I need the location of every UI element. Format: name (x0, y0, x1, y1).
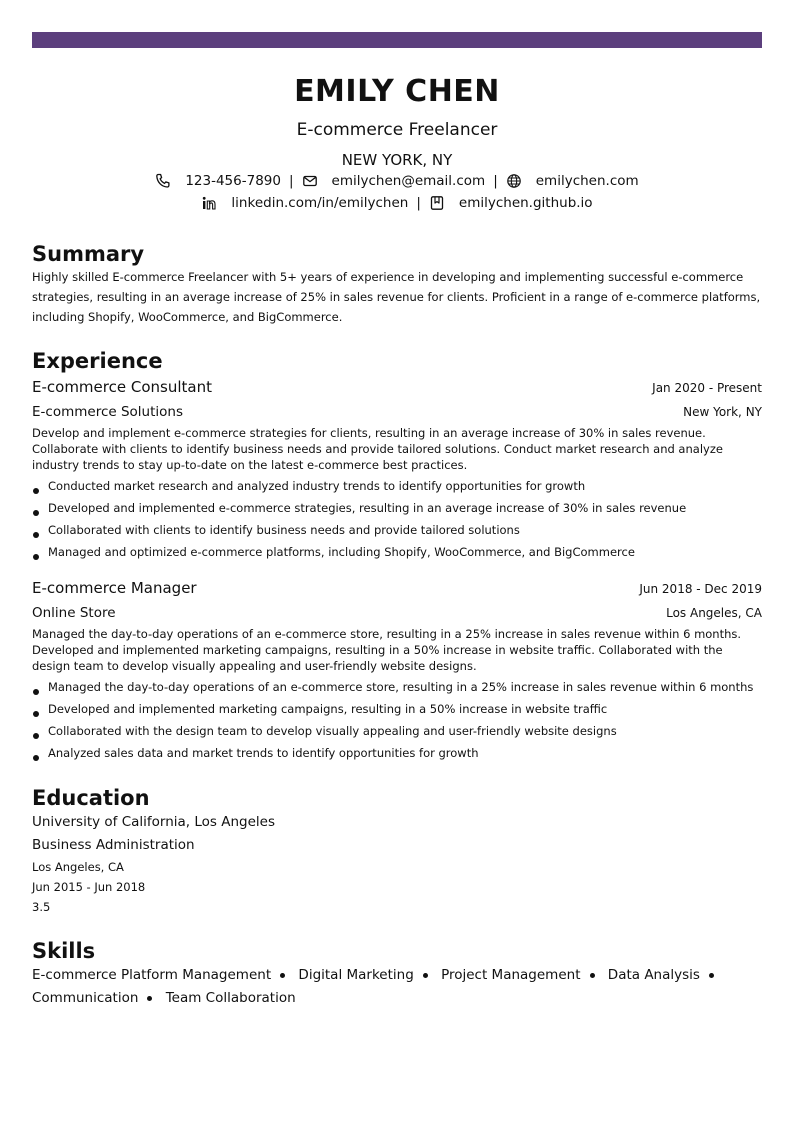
job-bullets (32, 475, 762, 563)
skill-item: Data Analysis (607, 967, 700, 983)
bookmark-icon (429, 195, 445, 211)
bullet-dot (709, 973, 714, 978)
email-link[interactable]: emilychen@email.com (331, 173, 486, 189)
job-bullets (32, 676, 762, 764)
candidate-role: E-commerce Freelancer (296, 120, 498, 140)
contact-separator: | (416, 195, 421, 211)
job-header (32, 376, 762, 398)
job-subheader (32, 401, 762, 423)
bullet-dot (147, 996, 152, 1001)
job-location: Los Angeles, CA (666, 606, 762, 620)
list-item: Developed and implemented marketing campaigns, resulting in a 50% increase in website traffic (32, 698, 762, 720)
job-description: Develop and implement e-commerce strategies for clients, resulting in an average increase of 30% in sales revenue. Collaborate with clients to identify business needs and provide tailored solutions. Conduct market research and analyze industry trends to stay up-to-date on the latest e-commerce best practices. (32, 426, 723, 472)
contact-separator: | (493, 173, 498, 189)
education-school: University of California, Los Angeles (32, 814, 276, 830)
contact-separator: | (288, 173, 294, 189)
job-entry (32, 577, 762, 764)
job-company: Online Store (32, 605, 116, 621)
experience-section (32, 348, 762, 764)
list-item: Collaborated with the design team to develop visually appealing and user-friendly website designs (32, 720, 762, 742)
education-degree: Business Administration (32, 837, 195, 853)
phone-link[interactable]: 123-456-7890 (185, 173, 281, 189)
skill-item: Digital Marketing (298, 967, 414, 983)
linkedin-icon (201, 195, 217, 211)
section-title: Skills (32, 939, 96, 963)
bullet-dot (590, 973, 595, 978)
section-title: Summary (32, 242, 145, 266)
resume-header (32, 72, 762, 214)
contact-row-2 (32, 192, 762, 214)
skills-list (32, 964, 762, 1010)
education-gpa: 3.5 (32, 900, 51, 914)
list-item: Collaborated with clients to identify business needs and provide tailored solutions (32, 519, 762, 541)
job-company: E-commerce Solutions (32, 404, 183, 420)
portfolio-link[interactable]: emilychen.github.io (458, 195, 593, 211)
bullet-dot (280, 973, 285, 978)
section-title: Experience (32, 349, 163, 373)
globe-icon (506, 173, 522, 189)
summary-section (32, 241, 762, 327)
section-title: Education (32, 786, 150, 810)
list-item: Analyzed sales data and market trends to identify opportunities for growth (32, 742, 762, 764)
education-dates: Jun 2015 - Jun 2018 (32, 880, 146, 894)
job-subheader (32, 602, 762, 624)
list-item: Managed and optimized e-commerce platforms, including Shopify, WooCommerce, and BigCommerce (32, 541, 762, 563)
candidate-name: EMILY CHEN (294, 74, 500, 109)
list-item: Managed the day-to-day operations of an e-commerce store, resulting in a 25% increase in sales revenue within 6 months (32, 676, 762, 698)
list-item: Conducted market research and analyzed industry trends to identify opportunities for growth (32, 475, 762, 497)
summary-text: Highly skilled E-commerce Freelancer with 5+ years of experience in developing and implementing successful e-commerce strategies, resulting in an average increase of 25% in sales revenue for clients. Proficient in a range of e-commerce platforms, including Shopify, WooCommerce, and BigCommerce. (32, 270, 761, 324)
job-header (32, 577, 762, 599)
job-title: E-commerce Consultant (32, 378, 212, 396)
list-item: Developed and implemented e-commerce strategies, resulting in an average increase of 30% in sales revenue (32, 497, 762, 519)
linkedin-link[interactable]: linkedin.com/in/emilychen (231, 195, 409, 211)
job-location: New York, NY (683, 405, 762, 419)
job-dates: Jan 2020 - Present (652, 381, 762, 395)
envelope-icon (302, 173, 318, 189)
job-dates: Jun 2018 - Dec 2019 (639, 582, 762, 596)
skill-item: Communication (32, 990, 139, 1006)
contact-row-1 (32, 170, 762, 192)
job-title: E-commerce Manager (32, 579, 197, 597)
job-entry (32, 376, 762, 563)
phone-icon (155, 173, 171, 189)
bullet-dot (423, 973, 428, 978)
accent-bar (32, 32, 762, 48)
website-link[interactable]: emilychen.com (535, 173, 639, 189)
skill-item: Team Collaboration (165, 990, 296, 1006)
education-section (32, 785, 762, 917)
skill-item: Project Management (441, 967, 581, 983)
candidate-location: NEW YORK, NY (341, 151, 453, 169)
education-location: Los Angeles, CA (32, 860, 124, 874)
skills-section (32, 938, 762, 1010)
job-description: Managed the day-to-day operations of an e-commerce store, resulting in a 25% increase in sales revenue within 6 months. Developed and implemented marketing campaigns, resulting in a 50% increase in website traffic. Collaborated with the design team to develop visually appealing and user-friendly website designs. (32, 627, 742, 673)
skill-item: E-commerce Platform Management (32, 967, 272, 983)
